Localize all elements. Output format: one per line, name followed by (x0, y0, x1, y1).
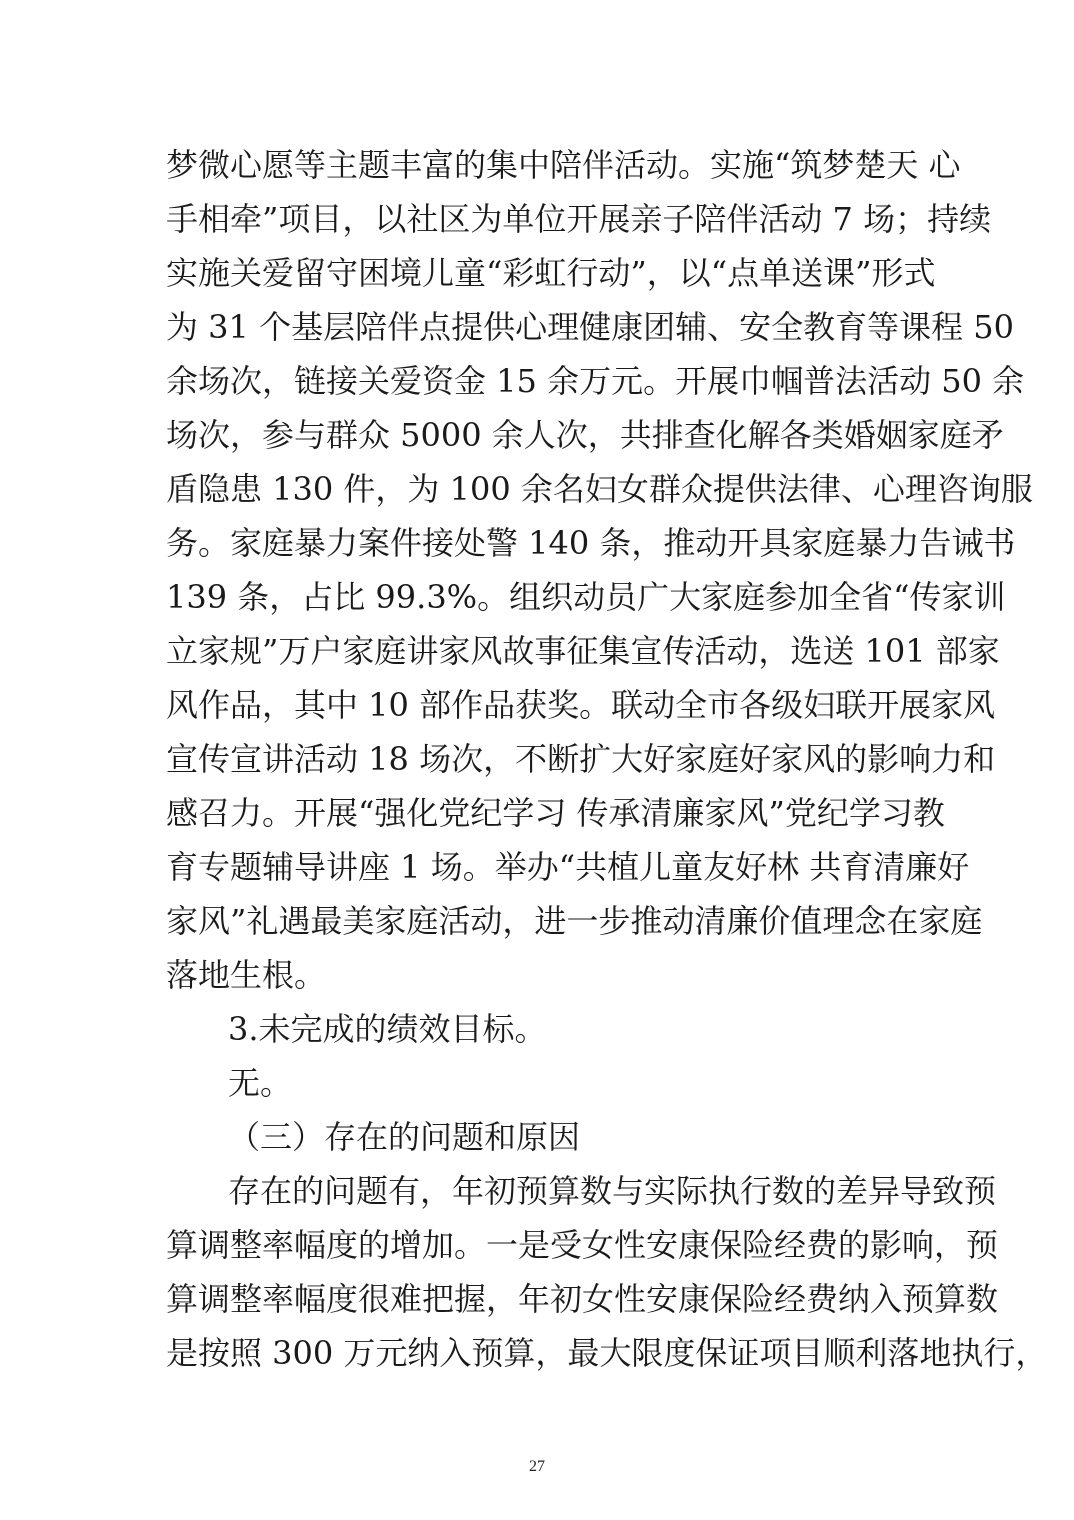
text-line: 139 条，占比 99.3%。组织动员广大家庭参加全省“传家训 (166, 578, 1006, 616)
text-line: 算调整率幅度的增加。一是受女性安康保险经费的影响，预 (166, 1226, 999, 1264)
text-line: 存在的问题有，年初预算数与实际执行数的差异导致预 (228, 1172, 997, 1210)
body-text (166, 138, 1048, 1380)
text-line: 务。家庭暴力案件接处警 140 条，推动开具家庭暴力告诫书 (166, 524, 1016, 562)
text-line: 感召力。开展“强化党纪学习 传承清廉家风”党纪学习教 (166, 794, 945, 832)
text-line: 场次，参与群众 5000 余人次，共排查化解各类婚姻家庭矛 (166, 416, 1004, 454)
text-line: 落地生根。 (166, 956, 327, 994)
section-heading: （三）存在的问题和原因 (228, 1118, 581, 1156)
text-line: 是按照 300 万元纳入预算，最大限度保证项目顺利落地执行， (166, 1334, 1048, 1372)
text-line: 余场次，链接关爱资金 15 余万元。开展巾帼普法活动 50 余 (166, 362, 1025, 400)
text-line: 宣传宣讲活动 18 场次，不断扩大好家庭好家风的影响力和 (166, 740, 996, 778)
text-line: 风作品，其中 10 部作品获奖。联动全市各级妇联开展家风 (166, 686, 996, 724)
text-line: 盾隐患 130 件，为 100 余名妇女群众提供法律、心理咨询服 (166, 470, 1033, 508)
text-line: 立家规”万户家庭讲家风故事征集宣传活动，选送 101 部家 (166, 632, 1000, 670)
text-line: 手相牵”项目，以社区为单位开展亲子陪伴活动 7 场；持续 (166, 200, 992, 238)
text-line: 算调整率幅度很难把握，年初女性安康保险经费纳入预算数 (166, 1280, 999, 1318)
text-line: 为 31 个基层陪伴点提供心理健康团辅、安全教育等课程 50 (166, 308, 1014, 346)
list-item-3-answer: 无。 (228, 1064, 293, 1102)
text-line: 育专题辅导讲座 1 场。举办“共植儿童友好林 共育清廉好 (166, 848, 970, 886)
text-line: 实施关爱留守困境儿童“彩虹行动”，以“点单送课”形式 (166, 254, 936, 292)
list-item-3: 3.未完成的绩效目标。 (228, 1010, 547, 1048)
page-number: 27 (529, 1458, 545, 1475)
text-line: 梦微心愿等主题丰富的集中陪伴活动。实施“筑梦楚天 心 (166, 146, 961, 184)
text-line: 家风”礼遇最美家庭活动，进一步推动清廉价值理念在家庭 (166, 902, 983, 940)
